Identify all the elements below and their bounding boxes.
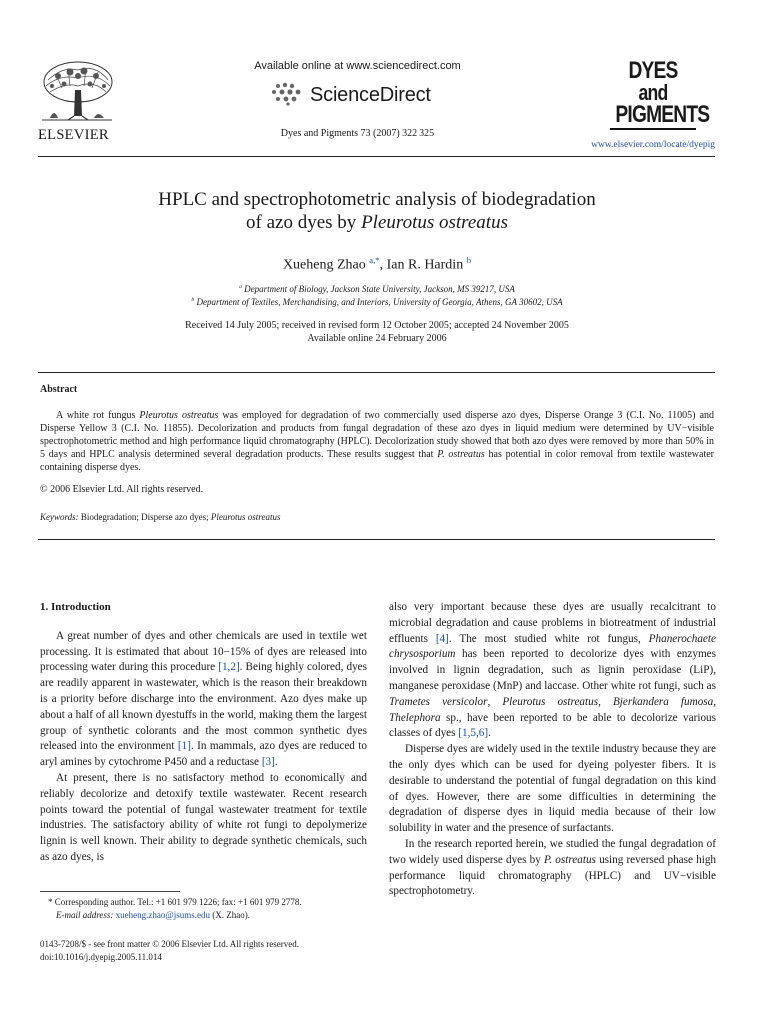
para-text: . [488, 727, 491, 740]
para-text: sp., have been reported to be able to decolorize various classes of dyes [389, 711, 716, 740]
abstract-copyright: © 2006 Elsevier Ltd. All rights reserved. [40, 484, 204, 495]
corresponding-author-note: * Corresponding author. Tel.: +1 601 979 1226; fax: +1 601 979 2778. [48, 897, 302, 907]
species-name: Phanerochaete chrysosporium [389, 632, 716, 661]
left-column [40, 600, 367, 866]
intro-paragraph-1 [40, 629, 367, 771]
citation-link[interactable]: [1] [177, 740, 191, 753]
issn-block [40, 938, 299, 963]
footnote [40, 896, 370, 922]
keywords-list: Biodegradation; Disperse azo dyes; [78, 512, 211, 522]
sciencedirect-dots-icon [268, 82, 308, 106]
abstract-text-2: was employed for degradation of two commercially used disperse azo dyes, Disperse Orange 3 (C.I. No. 11005) and Disperse Yellow 3 (C.I. No. 11855). Decolorization and products from fungal degradation of these azo dyes in liquid medium were determined by UV−visible spectrophotometric method and high performance liquid chromatography (HPLC). Decolorization study showed that both azo dyes were removed by more than 50% in 5 days and HPLC analysis determined several degradation products. These results suggest that [40, 410, 715, 460]
citation-link[interactable]: [3] [261, 756, 275, 769]
affiliation-b-text: Department of Textiles, Merchandising, and Interiors, University of Georgia, Athens, GA 30602, USA [196, 297, 563, 307]
right-column [389, 600, 716, 900]
abstract-bottom-divider [38, 539, 715, 540]
sciencedirect-wordmark: ScienceDirect [310, 84, 431, 106]
logo-line-2: and [638, 80, 668, 105]
species-name: Trametes versicolor [389, 695, 488, 708]
para-text: In the research reported herein, we studied the fungal degradation of two widely used disperse dyes by [389, 837, 716, 866]
header-divider [38, 156, 715, 157]
available-online-text: Available online at www.sciencedirect.com [254, 60, 461, 72]
intro-paragraph-continued [389, 600, 716, 742]
para-text: using reversed phase high performance liquid chromatography (HPLC) and UV−visible spectrophotometry. [389, 853, 717, 898]
author-separator: , [379, 257, 387, 273]
para-text: . Being highly colored, dyes are readily apparent in wastewater, which is the reason their breakdown is a priority before discharge into the environment. Azo dyes make up about a half of all known dyestuffs in the world, making them the largest group of synthetic colorants and the most common synthetic dyes released into the environment [40, 661, 367, 753]
affiliation-a [40, 284, 714, 294]
author-hardin-affiliation-mark[interactable]: b [466, 255, 472, 265]
abstract-text-3: has potential in color removal from textile wastewater containing disperse dyes. [40, 449, 714, 473]
para-text: , [598, 695, 613, 708]
para-text: . The most studied white rot fungus, [448, 632, 649, 645]
received-dates: Received 14 July 2005; received in revised form 12 October 2005; accepted 24 November 2005 [185, 320, 569, 331]
para-text: A great number of dyes and other chemicals are used in textile wet processing. It is estimated that about 10−15% of dyes are released into processing water during this procedure [40, 629, 367, 674]
section-heading-introduction: 1. Introduction [40, 601, 111, 613]
species-name: P. ostreatus [543, 853, 596, 866]
author-zhao: Xueheng Zhao [282, 257, 366, 273]
publisher-name: ELSEVIER [38, 127, 109, 143]
para-text: , [487, 695, 503, 708]
keyword-species: Pleurotus ostreatus [210, 512, 281, 522]
email-note [40, 909, 370, 922]
para-text: . [274, 756, 278, 769]
abstract-top-divider [38, 372, 715, 373]
available-online-date: Available online 24 February 2006 [307, 333, 447, 344]
citation-link[interactable]: [1,5,6] [458, 727, 489, 740]
title-line-2-text: of azo dyes by [246, 212, 362, 233]
title-line-1: HPLC and spectrophotometric analysis of biodegradation [158, 189, 596, 210]
author-zhao-affiliation-mark[interactable]: a,* [369, 255, 380, 265]
email-link[interactable]: xueheng.zhao@jsums.edu [115, 910, 210, 920]
logo-line-1: DYES [628, 57, 678, 84]
abstract-species-2: P. ostreatus [437, 449, 485, 460]
journal-url-link[interactable]: www.elsevier.com/locate/dyepig [591, 140, 715, 150]
issn-line: 0143-7208/$ - see front matter © 2006 Elsevier Ltd. All rights reserved. [40, 939, 300, 949]
citation-link[interactable]: [4] [435, 632, 449, 645]
affiliation-b-mark: b [191, 297, 195, 303]
journal-reference: Dyes and Pigments 73 (2007) 322 325 [280, 128, 435, 139]
abstract-body [40, 409, 714, 474]
affiliation-b [40, 297, 714, 307]
logo-underline [610, 128, 696, 130]
author-list [40, 255, 714, 274]
keywords [40, 512, 280, 522]
citation-link[interactable]: [1,2] [218, 661, 240, 674]
species-name: Pleurotus ostreatus [502, 695, 599, 708]
doi-line: doi:10.1016/j.dyepig.2005.11.014 [40, 951, 162, 962]
para-text: . In mammals, azo dyes are reduced to aryl amines by cytochrome P450 and a reductase [40, 740, 367, 769]
abstract-heading: Abstract [40, 384, 78, 395]
email-suffix: (X. Zhao). [209, 910, 250, 920]
intro-paragraph-2: At present, there is no satisfactory method to economically and reliably decolorize and detoxify textile wastewater. Recent research points toward the potential of fungal wastewater treatment for textile industries. The satisfactory ability of white rot fungi to depolymerize lignin is well known. Their ability to degrade synthetic chemicals, such as azo dyes, is [40, 771, 367, 863]
author-hardin: Ian R. Hardin [386, 257, 464, 273]
intro-paragraph-4 [389, 837, 716, 900]
intro-paragraph-3: Disperse dyes are widely used in the textile industry because they are the only dyes which can be used for dyeing polyester fibers. It is desirable to understand the potential of fungal degradation on this kind of dyes. However, there are some difficulties in determining the degradation of disperse dyes in liquid media because of their low solubility in water and the presence of surfactants. [389, 743, 716, 835]
species-name: Bjerkandera fumosa [612, 695, 714, 708]
article-history [40, 319, 714, 345]
affiliation-a-text: Department of Biology, Jackson State University, Jackson, MS 39217, USA [244, 284, 515, 294]
dyes-and-pigments-logo [606, 57, 710, 136]
abstract-species-1: Pleurotus ostreatus [139, 410, 219, 421]
abstract-text-1: A white rot fungus [56, 410, 140, 421]
article-title [40, 188, 714, 234]
para-text: has been reported to decolorize dyes with enzymes involved in lignin degradation, such as lignin peroxidase (LiP), manganese peroxidase (MnP) and laccase. Other white rot fungi, such as [389, 648, 716, 692]
para-text: , [713, 695, 717, 708]
species-name: Thelephora [389, 711, 441, 724]
title-line-2 [40, 211, 714, 234]
footnote-divider [40, 891, 180, 892]
title-species-name: Pleurotus ostreatus [361, 212, 508, 233]
keywords-label: Keywords: [40, 512, 79, 522]
email-label: E-mail address: [56, 910, 116, 920]
logo-line-3: PIGMENTS [615, 101, 710, 128]
affiliation-a-mark: a [239, 284, 242, 290]
para-text: also very important because these dyes are usually recalcitrant to microbial degradation and cause problems in biotreatment of industrial effluents [389, 601, 716, 645]
